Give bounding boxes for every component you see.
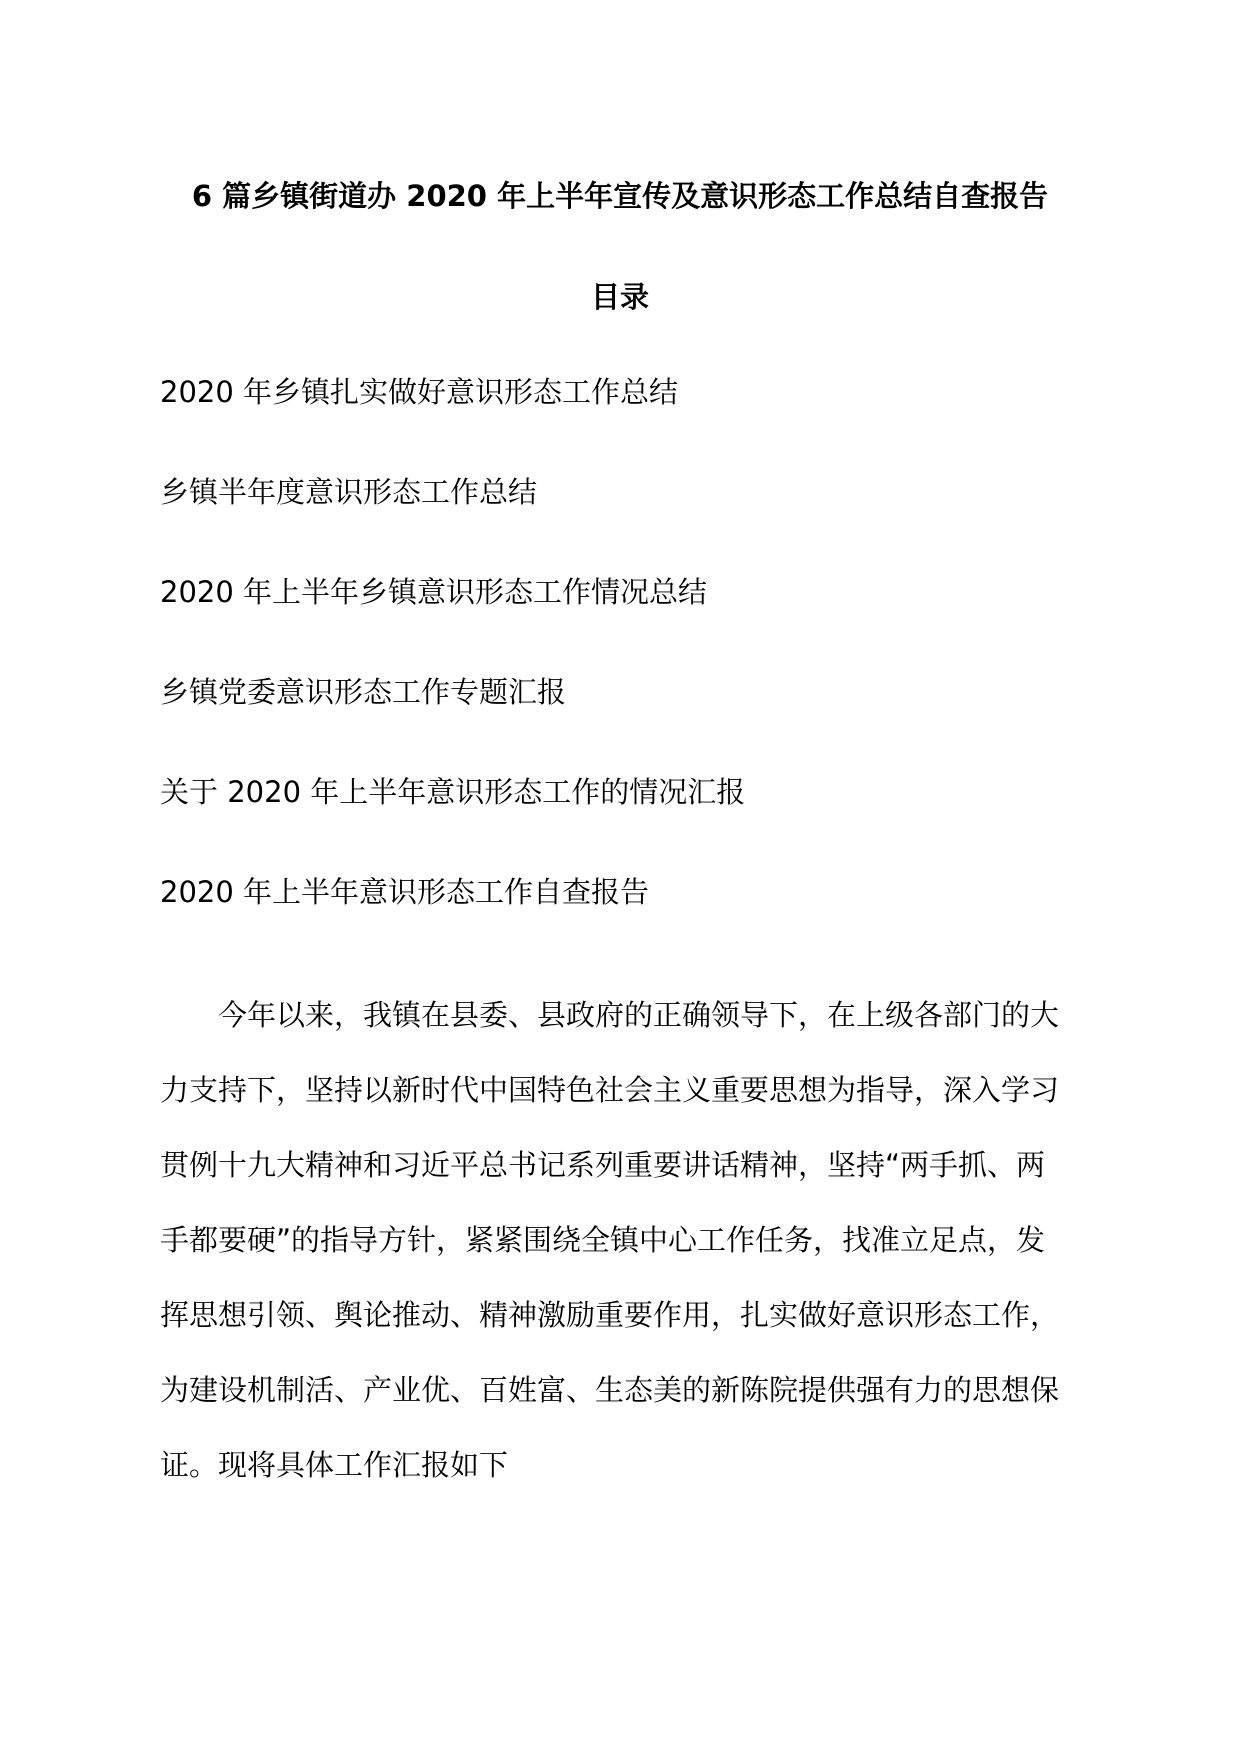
paragraph-line: 手都要硬”的指导方针，紧紧围绕全镇中心工作任务，找准立足点，发 xyxy=(160,1223,1046,1257)
document-title: 6 篇乡镇街道办 2020 年上半年宣传及意识形态工作总结自查报告 xyxy=(191,179,1049,213)
toc-item: 2020 年上半年意识形态工作自查报告 xyxy=(160,875,650,909)
toc-item: 乡镇党委意识形态工作专题汇报 xyxy=(160,675,567,709)
toc-item: 2020 年上半年乡镇意识形态工作情况总结 xyxy=(160,575,708,609)
toc-heading: 目录 xyxy=(590,280,649,314)
paragraph-line: 为建设机制活、产业优、百姓富、生态美的新陈院提供强有力的思想保 xyxy=(160,1373,1060,1407)
paragraph-line: 力支持下，坚持以新时代中国特色社会主义重要思想为指导，深入学习 xyxy=(160,1073,1060,1107)
toc-item: 乡镇半年度意识形态工作总结 xyxy=(160,475,538,509)
paragraph-line: 今年以来，我镇在县委、县政府的正确领导下，在上级各部门的大 xyxy=(218,998,1060,1032)
paragraph-line: 挥思想引领、舆论推动、精神激励重要作用，扎实做好意识形态工作， xyxy=(160,1298,1060,1332)
paragraph-line: 贯例十九大精神和习近平总书记系列重要讲话精神，坚持“两手抓、两 xyxy=(160,1148,1046,1182)
paragraph-line: 证。现将具体工作汇报如下 xyxy=(160,1448,509,1482)
body-paragraph xyxy=(160,978,1070,1503)
toc-item: 2020 年乡镇扎实做好意识形态工作总结 xyxy=(160,375,679,409)
toc-item: 关于 2020 年上半年意识形态工作的情况汇报 xyxy=(160,775,746,809)
